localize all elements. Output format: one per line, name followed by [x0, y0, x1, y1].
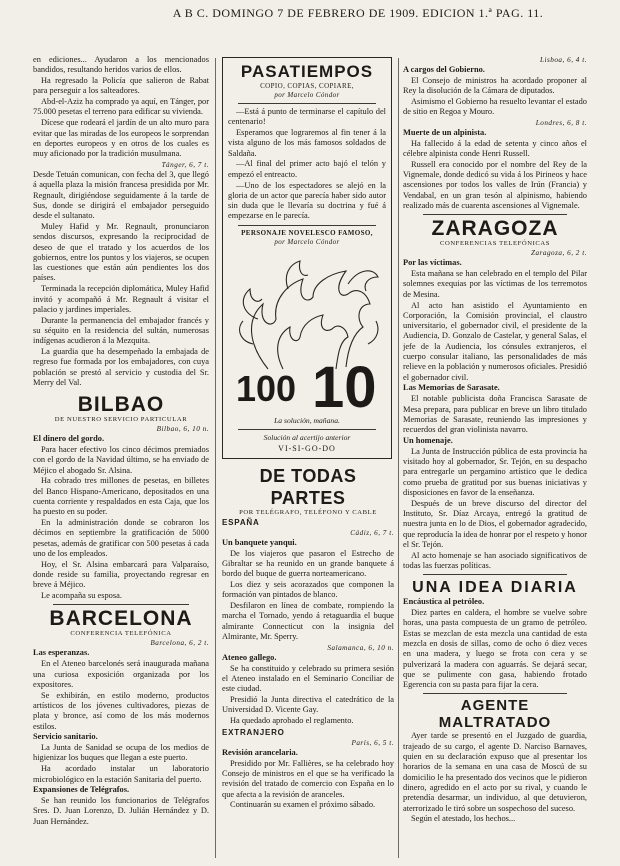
- article-text: De los viajeros que pasaron el Estrecho de Gibraltar se ha reunido en un grande banquete á bordo del buque de guerra norteamericano.: [222, 548, 394, 579]
- puzzle-text: —Al final del primer acto bajó el telón y empezó el entreacto.: [228, 159, 386, 179]
- article-text: La Junta de Instrucción pública de esta provincia ha visitado hoy al gobernador, Sr. Tejón, en su despacho para entregarle un pergamino artístico que le dedica como prueba de gratitud por sus buenas iniciativas y disposiciones en favor de la enseñanza.: [403, 446, 587, 497]
- article-headline: Un banquete yanqui.: [222, 537, 297, 547]
- article-text: Después de un breve discurso del director del Instituto, Sr. Díaz Arcaya, entregó la gratitud de nuestra junta en lo de Dios, el gobernador agradecido, que reproducía la idea de honrar por el respeto y honor el Sr. Tejón.: [403, 498, 587, 549]
- article-text: Se han reunido los funcionarios de Telégrafos Sres. D. Juan Lorenzo, D. Julián Hernández y D. Juan Hernández.: [33, 796, 209, 826]
- article-text: Al acto homenaje se han asociado significativos de todas las fuerzas políticas.: [403, 550, 587, 570]
- article-text: Continuarán su examen el próximo sábado.: [230, 800, 376, 810]
- article-headline: Las esperanzas.: [33, 648, 90, 658]
- dateline: Salamanca, 6, 10 n.: [327, 643, 394, 652]
- article-text: En el Ateneo barcelonés será inaugurada mañana una curiosa exposición organizada por los expositores.: [33, 659, 209, 689]
- column-3: [403, 55, 587, 860]
- pasatiempos-box: [222, 57, 392, 459]
- puzzle-text: —Uno de los espectadores se alejó en la gloria de un actor que parecía haber sido autor sin duda que le llevaría su doctrina y fué á empezarse en le parecía.: [228, 180, 386, 221]
- article-text: Durante la permanencia del embajador francés y su séquito en la residencia del sultán, numerosas indígenas acudieron á la Mezquita.: [33, 315, 209, 346]
- article-text: Desfilaron en línea de combate, rompiendo la marcha el Tornado, yendo á retaguardia el buque almirante Connecticut con la insignia del Almirante, Mr. Sperry.: [222, 601, 394, 641]
- dateline: Zaragoza, 6, 2 t.: [530, 249, 587, 258]
- section-subtitle: POR TELÉGRAFO, TELÉFONO Y CABLE: [239, 508, 377, 516]
- article-headline: Encáustica al petróleo.: [403, 597, 485, 607]
- section-divider: [423, 693, 567, 694]
- article-text: Al acto han asistido el Ayuntamiento en Corporación, la Comisión provincial, el claustro universitario, el gobernador civil, el presidente de la Audiencia, D. Gonzalo de Castelar, y general Salas, el jefe de la Audiencia, los cónsules extranjeros, el cuerpo consular italiano, las personalidades de más relieve en la población y numerosos oficiales. Presidió el gobernador civil.: [403, 300, 587, 382]
- article-text: Se ha constituido y celebrado su primera sesión el Ateneo instalado en el Seminario Conciliar de este ciudad.: [222, 663, 394, 694]
- article-headline: Por las víctimas.: [403, 258, 462, 268]
- article-text: Se exhibirán, en estilo moderno, productos artísticos de los jóvenes cultivadores, piezas de plata y bronce, así como de los más modernos estilos.: [33, 690, 209, 731]
- dateline: Barcelona, 6, 2 t.: [150, 639, 209, 648]
- article-text: Dícese que rodeará el jardín de un alto muro para evitar que las miradas de los europeos le sorprendan en deportes europeos y en otros de los cuales es muy aficionado por la tradición musulmana.: [33, 118, 209, 159]
- article-headline: Ateneo gallego.: [222, 652, 277, 662]
- article-text: Russell era conocido por el nombre del Rey de la Vignemale, donde dedicó su vida á los Pirineos y hace ascensiones por todos los valles de Irún (Francia) y Vendabal, en un gran tesón al alpinismo, habiendo realizado más de cuarenta ascensiones al Vignemale.: [403, 159, 587, 211]
- article-text: Desde Tetuán comunican, con fecha del 3, que llegó á aquella plaza la misión francesa presidida por Mr. Regnault, dirigiéndose seguidamente á la tarde de Sus, donde se dirigirá el embajador perseguido desde el sultanato.: [33, 169, 209, 221]
- section-divider: [423, 214, 567, 215]
- article-text: Ha cobrado tres millones de pesetas, en billetes del Banco Hispano-Americano, depositados en una cuenta corriente y respaldados en esta Caja, que los ha puesto en su poder.: [33, 476, 209, 517]
- article-text: Esta mañana se han celebrado en el templo del Pilar solemnes exequias por las víctimas de los terremotos de Mesina.: [403, 269, 587, 299]
- article-text: Abd-el-Aziz ha comprado ya aquí, en Tánger, por 75.000 pesetas el terreno para edificar su vivienda.: [33, 97, 209, 117]
- section-title-barcelona: BARCELONA: [49, 607, 193, 631]
- puzzle-text: —Está á punto de terminarse el capítulo del centenario!: [228, 107, 386, 127]
- flame-illustration: [228, 249, 386, 414]
- article-text: El notable publicista doña Francisca Sarasate de Mesa prepara, para publicar en breve un libro titulado Memorias de Sarasate, reuniendo las impresiones y recuerdos del gran violinista navarro.: [403, 394, 587, 435]
- pasatiempos-title: PASATIEMPOS: [240, 62, 374, 81]
- article-text: Según el atestado, los hechos...: [411, 814, 516, 824]
- article-headline: Servicio sanitario.: [33, 732, 98, 742]
- article-text: La guardia que ha desempeñado la embajada de regreso fue formada por los embajadores, con cuya población se prestó al servicio y custodia del Sr. Merry del Val.: [33, 347, 209, 387]
- article-text: Ayer tarde se presentó en el Juzgado de guardia, trajeado de su cargo, el agente D. Narciso Barnaves, quien en su declaración expuso que al presentar los horarios de la semana en una casa de Moscú de su domicilio le ha presentado dos vecinos que le pidieron dinero, agredido en el acto por su rival, y cuando le pretendía desarmar, un individuo, al que detuvieron, aterrorizado le tiró sobre un sospechoso del suceso.: [403, 731, 587, 813]
- section-divider: [53, 604, 189, 605]
- article-text: Hoy, el Sr. Alsina embarcará para Valparaíso, donde reside su familia, proyectando regresar en breve á Méjico.: [33, 559, 209, 590]
- page-header: A B C. DOMINGO 7 DE FEBRERO DE 1909. EDICION 1.ª PAG. 11.: [172, 6, 544, 20]
- section-title-zaragoza: ZARAGOZA: [431, 217, 559, 241]
- box-divider: [238, 429, 376, 430]
- subsection-extranjero: EXTRANJERO: [222, 727, 285, 737]
- subsection-espana: ESPAÑA: [222, 517, 260, 527]
- puzzle-number-2: 10: [312, 354, 377, 414]
- column-2: [222, 55, 394, 860]
- novelist-title: PERSONAJE NOVELESCO FAMOSO,: [241, 228, 373, 237]
- section-title-de-todas-partes: DE TODAS PARTES: [259, 465, 357, 508]
- article-text: Ha quedado aprobado el reglamento.: [230, 716, 354, 726]
- section-subtitle: DE NUESTRO SERVICIO PARTICULAR: [54, 416, 188, 424]
- dateline: Cádiz, 6, 7 t.: [350, 528, 394, 537]
- article-headline: Muerte de un alpinista.: [403, 127, 487, 137]
- dateline: Bilbao, 6, 10 n.: [156, 425, 209, 434]
- puzzle-number-1: 100: [236, 367, 297, 409]
- article-text: Le acompaña su esposa.: [41, 591, 122, 601]
- previous-solution-label: Solución al acertijo anterior: [263, 432, 351, 442]
- article-headline: Revisión arancelaria.: [222, 747, 298, 757]
- article-text: Los diez y seis acorazados que componen la formación van pintados de blanco.: [222, 579, 394, 600]
- dateline: París, 6, 5 t.: [351, 738, 394, 747]
- section-divider: [423, 574, 567, 575]
- column-rule: [398, 58, 399, 858]
- pasatiempos-author: por Marcelo Cóndor: [274, 91, 340, 99]
- article-headline: Las Memorias de Sarasate.: [403, 383, 500, 393]
- article-text: Ha regresado la Policía que salieron de Rabat para perseguir a los salteadores.: [33, 76, 209, 96]
- article-text: Diez partes en caldera, el hombre se vuelve sobre horas, una pasta compuesta de un gramo de petróleo. Estas se mezclan de esta mezcla una cantidad de esta mezcla en dosis de sillas, como de ocho ó diez veces en una madera, y luego se frota con cera y se pulverizará la madera con aguarrás. Se dejará secar, que se pulimente con gasa, habiendo frotado Egerencia con su pasta para fijar la cera.: [403, 608, 587, 690]
- article-text: Muley Hafid y Mr. Regnault, pronunciaron sendos discursos, expresando la reciprocidad de deseo de que el tratado y los acuerdos de los gobiernos, entre los puntos y los viajeros, se ocupen las cuestiones que están aún pendientes los dos países.: [33, 221, 209, 283]
- dateline: Tánger, 6, 7 t.: [161, 160, 209, 169]
- section-subtitle: CONFERENCIAS TELEFÓNICAS: [439, 240, 551, 248]
- box-divider: [238, 103, 376, 104]
- box-divider: [238, 225, 376, 226]
- article-text: En la administración donde se cobraron los décimos en septiembre la gratificación de 5000 pesetas, además de gratificar con 500 pesetas á cada uno de los empleados.: [33, 518, 209, 558]
- previous-solution: VI-SI-GO-DO: [278, 443, 336, 453]
- section-title-bilbao: BILBAO: [77, 393, 165, 417]
- article-headline: Expansiones de Telégrafos.: [33, 785, 130, 795]
- headline-agente: AGENTE: [460, 697, 530, 715]
- article-text: La Junta de Sanidad se ocupa de los medios de higienizar los buques que llegan a este puerto.: [33, 743, 209, 763]
- article-text: Asimismo el Gobierno ha resuelto levantar el estado de sitio en Regoa y Mouro.: [403, 96, 587, 117]
- dateline: Londres, 6, 8 t.: [535, 118, 587, 127]
- article-text: en ediciones... Ayudaron a los mencionados bandidos, resultando heridos varios de ellos.: [33, 55, 209, 75]
- headline-maltratado: MALTRATADO: [438, 714, 552, 732]
- section-title-una-idea-diaria: UNA IDEA DIARIA: [412, 579, 578, 597]
- article-text: Ha fallecido á la edad de setenta y cinco años el célebre alpinista conde Henri Russell.: [403, 138, 587, 159]
- article-headline: El dinero del gordo.: [33, 434, 105, 444]
- section-subtitle: CONFERENCIA TELEFÓNICA: [70, 630, 172, 638]
- article-text: Terminada la recepción diplomática, Muley Hafid invitó y acompañó á Mr. Regnault á visitar el palacio y jardines imperiales.: [33, 284, 209, 314]
- puzzle-text: Esperamos que lograremos al fin tener á la vista alguno de los más famosos soldados de Saldaña.: [228, 128, 386, 158]
- novelist-author: por Marcelo Cóndor: [274, 237, 340, 246]
- column-1: [33, 55, 209, 860]
- article-headline: A cargos del Gobierno.: [403, 65, 485, 74]
- solution-note: La solución, mañana.: [274, 415, 340, 425]
- article-text: Presidido por Mr. Fallières, se ha celebrado hoy Consejo de ministros en el que se ha verificado la revisión del tratado de comercio con España en lo que afecta a la revisión de aranceles.: [222, 758, 394, 799]
- article-text: Ha acordado instalar un laboratorio microbiológico en la estación Sanitaria del puerto.: [33, 764, 209, 784]
- column-rule: [215, 58, 216, 858]
- article-text: Para hacer efectivo los cinco décimos premiados con el gordo de la Navidad último, se ha enviado de Méjico el abogado Sr. Alsina.: [33, 445, 209, 475]
- dateline: Lisboa, 6, 4 t.: [539, 56, 587, 64]
- article-text: Presidió la Junta directiva el catedrático de la Universidad D. Vicente Gay.: [222, 694, 394, 715]
- article-headline: Un homenaje.: [403, 435, 453, 445]
- pasatiempos-subtitle: COPIO, COPIAS, COPIARE,: [260, 82, 354, 90]
- article-text: El Consejo de ministros ha acordado proponer al Rey la disolución de la Cámara de diputados.: [403, 75, 587, 96]
